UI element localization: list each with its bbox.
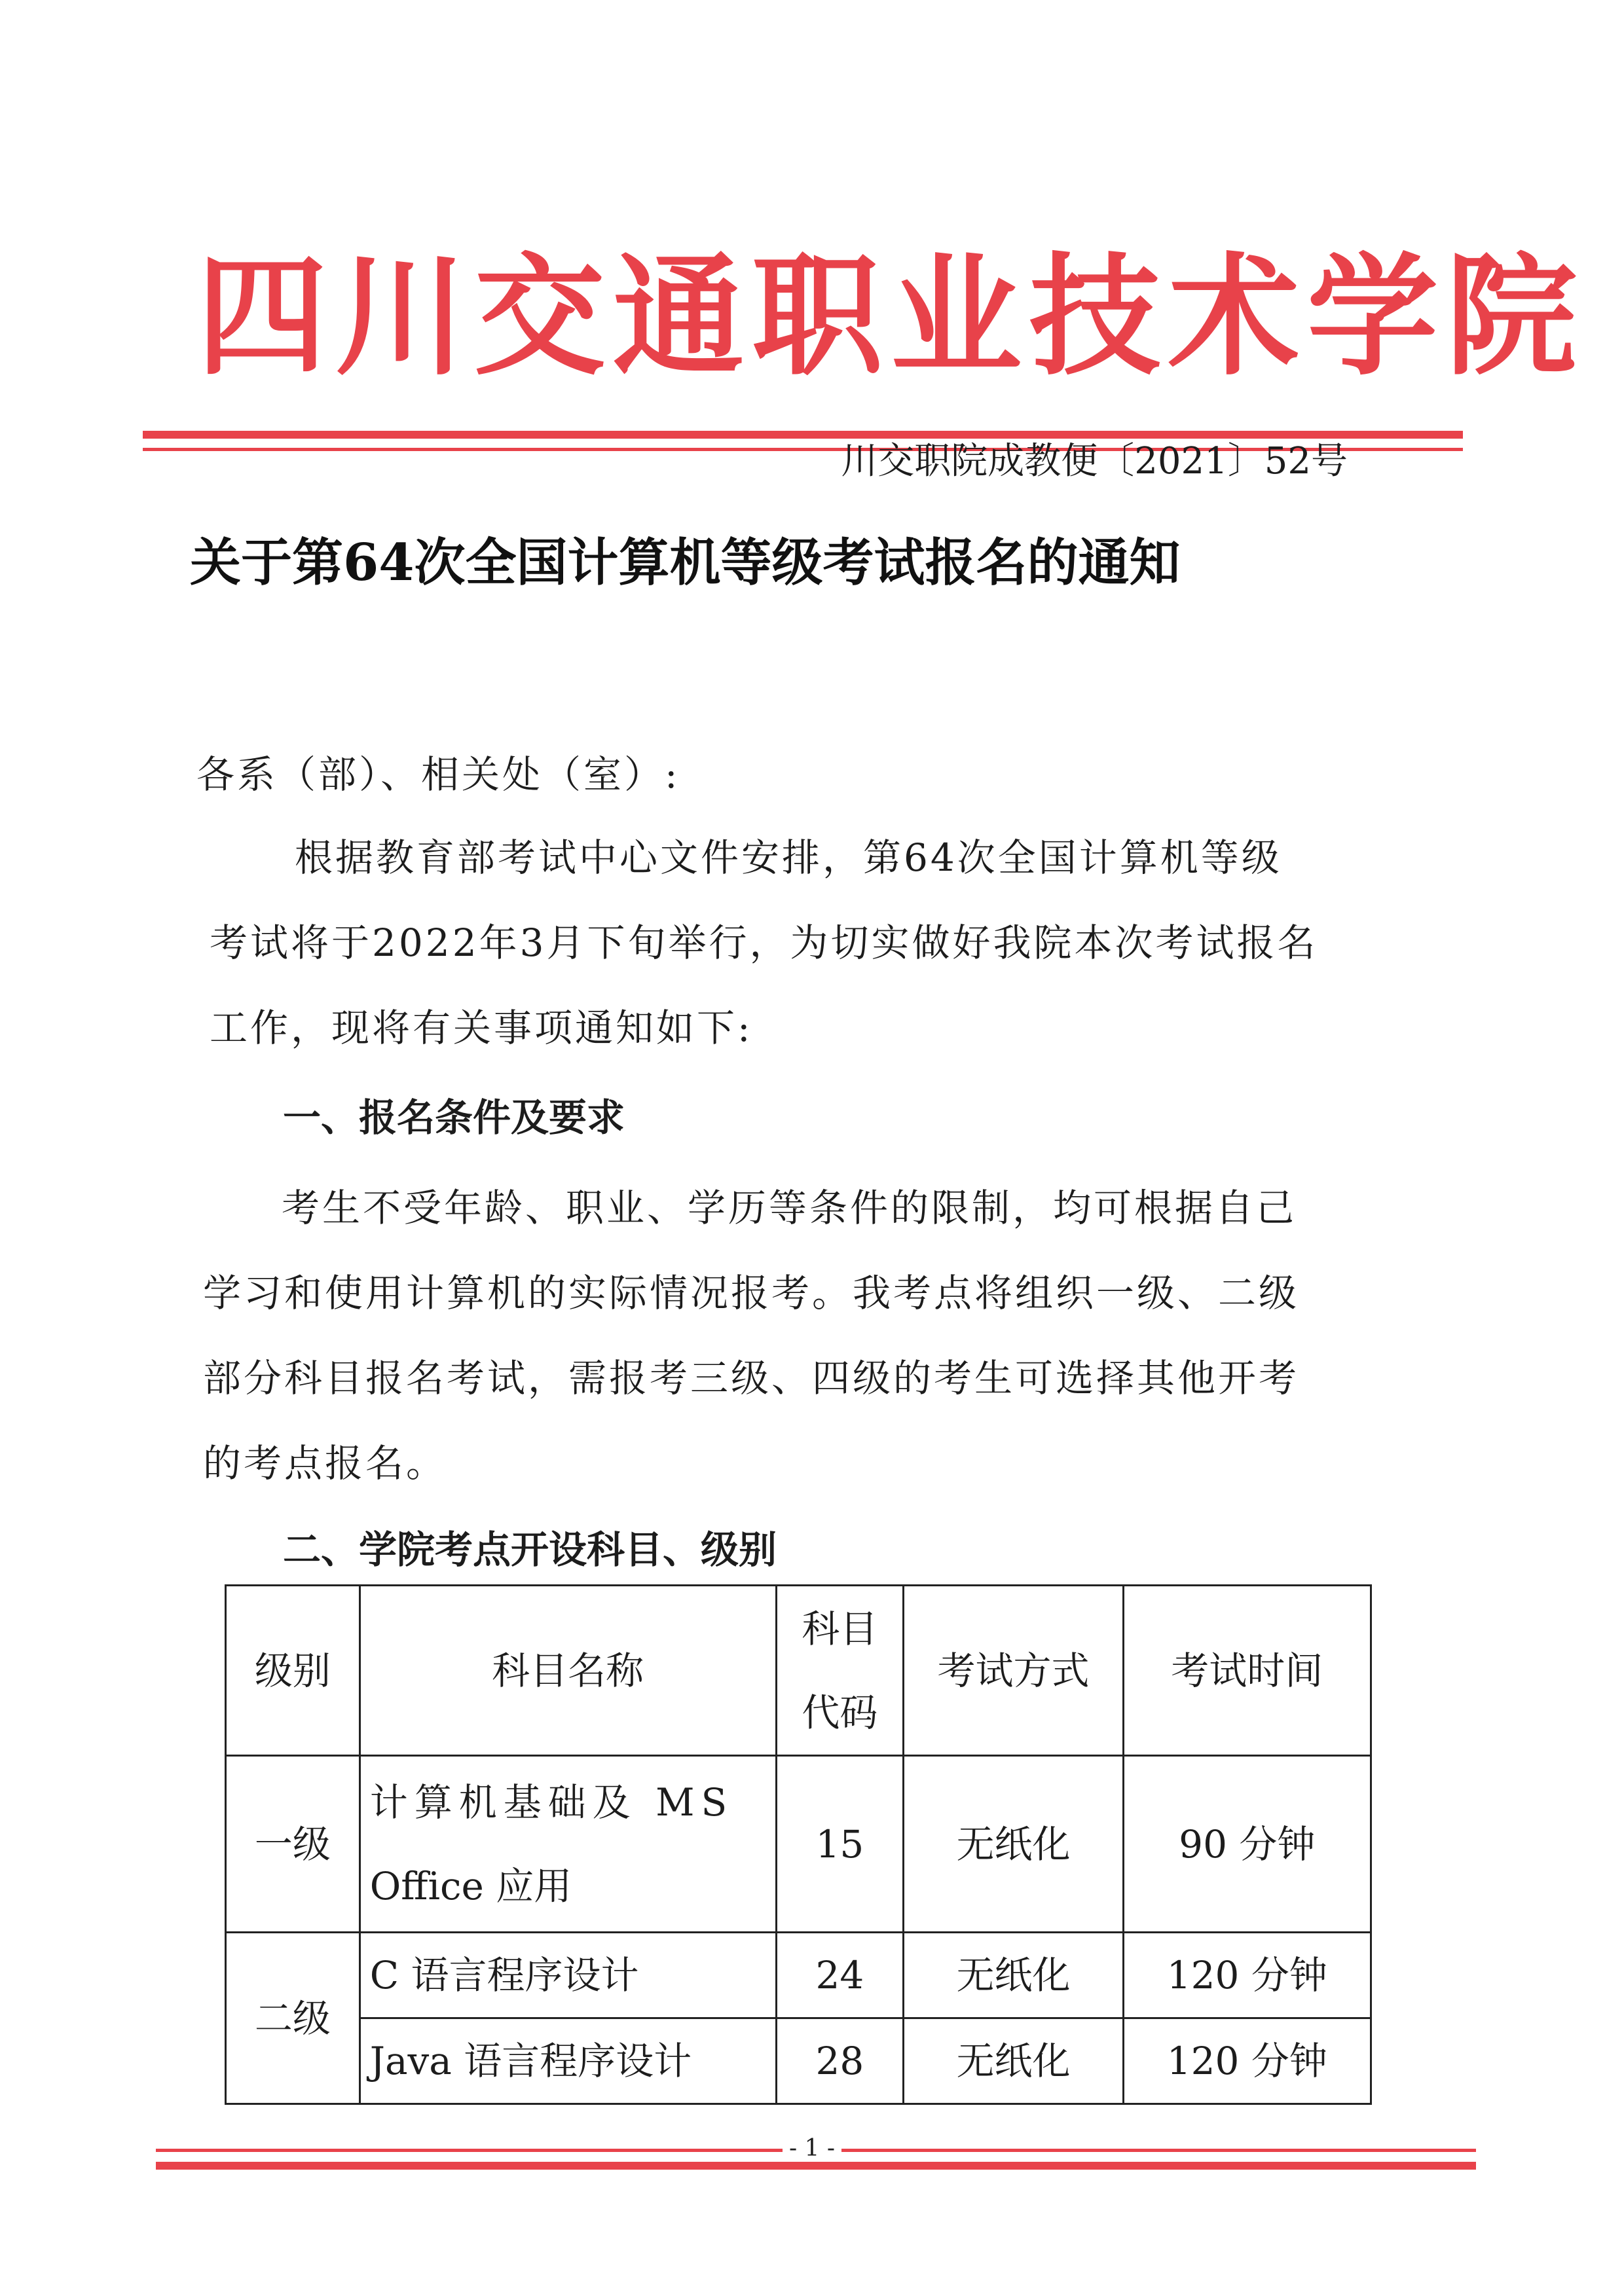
section1-line: 的考点报名。	[203, 1441, 447, 1485]
cell-method: 无纸化	[904, 1756, 1123, 1933]
cell-duration: 120 分钟	[1123, 1933, 1371, 2018]
section1-line: 学习和使用计算机的实际情况报考。我考点将组织一级、二级	[203, 1271, 1300, 1315]
cell-code: 28	[776, 2018, 904, 2104]
intro-line: 考试将于2022年3月下旬举行，为切实做好我院本次考试报名	[210, 920, 1318, 965]
section1-line: 部分科目报名考试，需报考三级、四级的考生可选择其他开考	[203, 1356, 1300, 1400]
header-code-line2: 代码	[802, 1690, 878, 1735]
header-code	[776, 1586, 904, 1756]
page-number	[0, 2136, 1624, 2162]
cell-subject-line1: 计算机基础及 MS	[369, 1779, 734, 1825]
document-title: 关于第64次全国计算机等级考试报名的通知	[190, 533, 1181, 592]
cell-subject	[360, 1756, 776, 1933]
section1-heading: 一、报名条件及要求	[283, 1095, 625, 1140]
header-method: 考试方式	[904, 1586, 1123, 1756]
cell-duration: 120 分钟	[1123, 2018, 1371, 2104]
org-header-title: 四川交通职业技术学院	[196, 241, 1585, 393]
subjects-table	[225, 1584, 1372, 2105]
footer-red-line-thick	[156, 2162, 1476, 2170]
header-subject: 科目名称	[360, 1586, 776, 1756]
document-number: 川交职院成教便〔2021〕52号	[841, 440, 1348, 483]
cell-subject: Java 语言程序设计	[360, 2018, 776, 2104]
table-row	[226, 1933, 1371, 2018]
intro-line: 工作，现将有关事项通知如下:	[210, 1006, 753, 1050]
section1-line: 考生不受年龄、职业、学历等条件的限制，均可根据自己	[282, 1186, 1297, 1230]
page-number-text: - 1 -	[783, 2135, 841, 2162]
cell-subject-line2: Office 应用	[369, 1863, 572, 1908]
header-duration: 考试时间	[1123, 1586, 1371, 1756]
cell-level: 二级	[226, 1933, 360, 2104]
table-row	[226, 1756, 1371, 1933]
cell-code: 15	[776, 1756, 904, 1933]
intro-line: 根据教育部考试中心文件安排，第64次全国计算机等级	[295, 835, 1282, 880]
table-row	[226, 2018, 1371, 2104]
cell-method: 无纸化	[904, 1933, 1123, 2018]
cell-subject: C 语言程序设计	[360, 1933, 776, 2018]
header-level: 级别	[226, 1586, 360, 1756]
salutation-text: 各系（部）、相关处（室）:	[196, 752, 680, 797]
cell-code: 24	[776, 1933, 904, 2018]
cell-method: 无纸化	[904, 2018, 1123, 2104]
section2-heading: 二、学院考点开设科目、级别	[283, 1527, 777, 1572]
table-header-row	[226, 1586, 1371, 1756]
cell-duration: 90 分钟	[1123, 1756, 1371, 1933]
header-code-line1: 科目	[802, 1606, 878, 1651]
cell-level: 一级	[226, 1756, 360, 1933]
